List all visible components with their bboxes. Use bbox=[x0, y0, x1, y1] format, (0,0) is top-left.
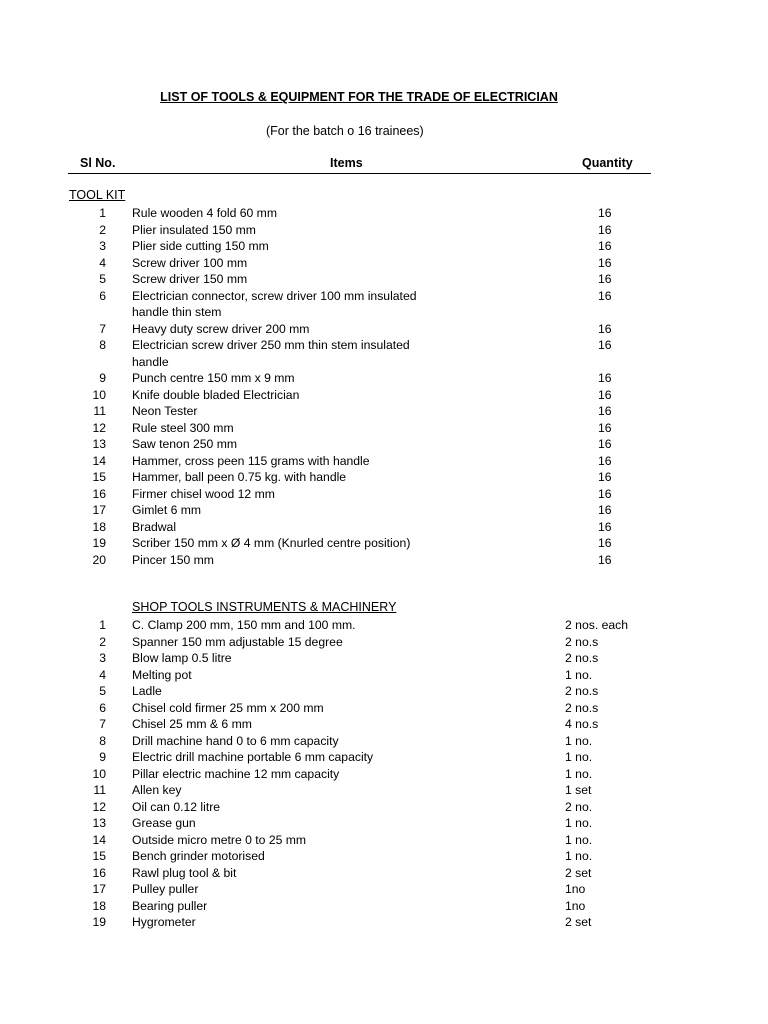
table-row bbox=[0, 255, 768, 272]
row-item: Chisel 25 mm & 6 mm bbox=[132, 717, 252, 731]
table-row bbox=[0, 865, 768, 882]
row-item: Neon Tester bbox=[132, 404, 198, 418]
table-row bbox=[0, 535, 768, 552]
row-number: 11 bbox=[93, 404, 106, 418]
table-row bbox=[0, 552, 768, 569]
row-item: Knife double bladed Electrician bbox=[132, 387, 300, 402]
column-header-items: Items bbox=[330, 156, 363, 170]
row-quantity: 1no bbox=[565, 898, 586, 913]
table-row bbox=[0, 848, 768, 865]
section-label-tool-kit: TOOL KIT bbox=[69, 188, 126, 202]
row-item: Hammer, ball peen 0.75 kg. with handle bbox=[132, 470, 347, 484]
document-title: LIST OF TOOLS & EQUIPMENT FOR THE TRADE OF ELECTRICIAN bbox=[160, 90, 558, 104]
table-row bbox=[0, 749, 768, 766]
row-item: Plier insulated 150 mm bbox=[132, 222, 256, 237]
table-row bbox=[0, 832, 768, 849]
table-row bbox=[0, 782, 768, 799]
table-row bbox=[0, 799, 768, 816]
document-subtitle: (For the batch o 16 trainees) bbox=[266, 124, 424, 138]
shop-tools-list bbox=[0, 617, 768, 931]
table-row bbox=[0, 634, 768, 651]
table-row bbox=[0, 271, 768, 288]
row-quantity: 16 bbox=[598, 239, 612, 253]
row-item: Blow lamp 0.5 litre bbox=[132, 651, 232, 665]
row-item: Rawl plug tool & bit bbox=[132, 865, 237, 880]
table-row bbox=[0, 205, 768, 222]
row-number: 13 bbox=[92, 816, 106, 830]
table-row bbox=[0, 420, 768, 437]
row-quantity: 16 bbox=[598, 536, 612, 550]
row-number: 16 bbox=[92, 865, 106, 880]
row-number: 9 bbox=[99, 371, 106, 385]
table-row bbox=[0, 453, 768, 470]
row-item: Gimlet 6 mm bbox=[132, 503, 202, 517]
row-item: Spanner 150 mm adjustable 15 degree bbox=[132, 634, 343, 649]
row-quantity: 16 bbox=[598, 206, 612, 220]
row-item: Drill machine hand 0 to 6 mm capacity bbox=[132, 733, 339, 748]
row-number: 11 bbox=[93, 783, 106, 797]
row-number: 3 bbox=[99, 651, 106, 665]
row-item: Rule steel 300 mm bbox=[132, 420, 234, 435]
row-number: 16 bbox=[92, 486, 106, 501]
row-number: 18 bbox=[92, 898, 106, 913]
row-item: Screw driver 100 mm bbox=[132, 255, 248, 270]
row-number: 2 bbox=[99, 634, 106, 649]
row-number: 4 bbox=[99, 667, 106, 682]
table-row bbox=[0, 222, 768, 239]
row-quantity: 1 no. bbox=[565, 766, 593, 781]
row-number: 15 bbox=[92, 849, 106, 863]
row-number: 12 bbox=[92, 420, 106, 435]
row-item: Melting pot bbox=[132, 667, 192, 682]
column-header-quantity: Quantity bbox=[582, 156, 633, 170]
row-quantity: 16 bbox=[598, 519, 612, 534]
row-quantity: 2 no.s bbox=[565, 651, 599, 665]
row-quantity: 16 bbox=[598, 321, 612, 336]
table-row bbox=[0, 881, 768, 898]
table-row bbox=[0, 321, 768, 338]
row-quantity: 16 bbox=[598, 371, 612, 385]
row-number: 1 bbox=[99, 618, 106, 632]
column-header-sl-no: Sl No. bbox=[80, 156, 116, 170]
row-quantity: 2 no.s bbox=[565, 700, 599, 715]
row-quantity: 16 bbox=[598, 404, 612, 418]
row-number: 8 bbox=[99, 338, 106, 352]
row-item: Screw driver 150 mm bbox=[132, 272, 248, 286]
row-number: 10 bbox=[92, 766, 106, 781]
table-row bbox=[0, 519, 768, 536]
row-number: 14 bbox=[92, 453, 106, 468]
table-row bbox=[0, 403, 768, 420]
row-quantity: 16 bbox=[598, 222, 612, 237]
table-row bbox=[0, 502, 768, 519]
table-row bbox=[0, 617, 768, 634]
row-quantity: 16 bbox=[598, 272, 612, 286]
row-quantity: 16 bbox=[598, 503, 612, 517]
row-quantity: 1 set bbox=[565, 783, 592, 797]
row-quantity: 1 no. bbox=[565, 750, 593, 764]
row-item: Hammer, cross peen 115 grams with handle bbox=[132, 453, 370, 468]
row-quantity: 4 no.s bbox=[565, 717, 599, 731]
row-item: Hygrometer bbox=[132, 915, 196, 929]
row-number: 13 bbox=[92, 437, 106, 451]
row-number: 19 bbox=[92, 915, 106, 929]
row-item: Bradwal bbox=[132, 519, 177, 534]
row-item: Saw tenon 250 mm bbox=[132, 437, 238, 451]
row-quantity: 2 nos. each bbox=[565, 618, 629, 632]
row-item: Bench grinder motorised bbox=[132, 849, 265, 863]
row-item: Electrician connector, screw driver 100 mm insulated handle thin stem bbox=[132, 288, 417, 319]
row-item: Scriber 150 mm x Ø 4 mm (Knurled centre position) bbox=[132, 536, 411, 550]
row-item: Pulley puller bbox=[132, 882, 199, 896]
row-number: 17 bbox=[92, 882, 106, 896]
row-quantity: 2 no. bbox=[565, 799, 593, 814]
table-row bbox=[0, 337, 768, 370]
row-quantity: 1no bbox=[565, 882, 586, 896]
row-quantity: 2 no.s bbox=[565, 684, 599, 698]
row-number: 5 bbox=[99, 272, 106, 286]
row-number: 12 bbox=[92, 799, 106, 814]
table-row bbox=[0, 733, 768, 750]
row-quantity: 16 bbox=[598, 486, 612, 501]
table-row bbox=[0, 436, 768, 453]
row-quantity: 1 no. bbox=[565, 816, 593, 830]
row-quantity: 16 bbox=[598, 470, 612, 484]
header-divider bbox=[68, 173, 651, 174]
table-row bbox=[0, 683, 768, 700]
row-quantity: 2 no.s bbox=[565, 634, 599, 649]
table-row bbox=[0, 914, 768, 931]
table-row bbox=[0, 387, 768, 404]
table-row bbox=[0, 898, 768, 915]
row-quantity: 16 bbox=[598, 420, 612, 435]
row-number: 1 bbox=[99, 206, 106, 220]
row-item: Allen key bbox=[132, 783, 182, 797]
row-number: 3 bbox=[99, 239, 106, 253]
table-row bbox=[0, 370, 768, 387]
row-item: Grease gun bbox=[132, 816, 196, 830]
row-quantity: 16 bbox=[598, 338, 612, 352]
row-number: 5 bbox=[99, 684, 106, 698]
row-item: Punch centre 150 mm x 9 mm bbox=[132, 371, 295, 385]
row-number: 6 bbox=[99, 288, 106, 303]
row-quantity: 16 bbox=[598, 387, 612, 402]
row-item: Rule wooden 4 fold 60 mm bbox=[132, 206, 277, 220]
row-number: 18 bbox=[92, 519, 106, 534]
row-item: Outside micro metre 0 to 25 mm bbox=[132, 832, 307, 847]
row-quantity: 16 bbox=[598, 437, 612, 451]
row-quantity: 1 no. bbox=[565, 667, 593, 682]
row-number: 8 bbox=[99, 733, 106, 748]
row-number: 17 bbox=[92, 503, 106, 517]
section-label-shop-tools: SHOP TOOLS INSTRUMENTS & MACHINERY bbox=[132, 600, 397, 614]
row-item: Electric drill machine portable 6 mm capacity bbox=[132, 750, 374, 764]
row-number: 4 bbox=[99, 255, 106, 270]
table-row bbox=[0, 815, 768, 832]
row-number: 9 bbox=[99, 750, 106, 764]
row-item: Bearing puller bbox=[132, 898, 208, 913]
table-row bbox=[0, 667, 768, 684]
table-row bbox=[0, 288, 768, 321]
row-quantity: 1 no. bbox=[565, 832, 593, 847]
row-number: 15 bbox=[92, 470, 106, 484]
table-row bbox=[0, 469, 768, 486]
row-number: 2 bbox=[99, 222, 106, 237]
row-item: Pillar electric machine 12 mm capacity bbox=[132, 766, 340, 781]
row-quantity: 16 bbox=[598, 255, 612, 270]
row-quantity: 16 bbox=[598, 453, 612, 468]
row-item: Plier side cutting 150 mm bbox=[132, 239, 269, 253]
row-item: Oil can 0.12 litre bbox=[132, 799, 221, 814]
row-item: Heavy duty screw driver 200 mm bbox=[132, 321, 310, 336]
table-row bbox=[0, 238, 768, 255]
row-quantity: 2 set bbox=[565, 915, 592, 929]
row-quantity: 16 bbox=[598, 552, 612, 567]
row-item: Chisel cold firmer 25 mm x 200 mm bbox=[132, 700, 324, 715]
row-item: C. Clamp 200 mm, 150 mm and 100 mm. bbox=[132, 618, 356, 632]
tool-kit-list bbox=[0, 205, 768, 568]
row-number: 20 bbox=[92, 552, 106, 567]
row-number: 10 bbox=[92, 387, 106, 402]
row-number: 7 bbox=[99, 321, 106, 336]
table-row bbox=[0, 700, 768, 717]
row-number: 14 bbox=[92, 832, 106, 847]
table-row bbox=[0, 716, 768, 733]
row-number: 6 bbox=[99, 700, 106, 715]
row-quantity: 1 no. bbox=[565, 849, 593, 863]
row-item: Electrician screw driver 250 mm thin stem insulated handle bbox=[132, 338, 410, 369]
table-row bbox=[0, 766, 768, 783]
row-quantity: 16 bbox=[598, 288, 612, 303]
row-quantity: 1 no. bbox=[565, 733, 593, 748]
row-number: 7 bbox=[99, 717, 106, 731]
row-item: Ladle bbox=[132, 684, 162, 698]
table-row bbox=[0, 486, 768, 503]
table-row bbox=[0, 650, 768, 667]
row-item: Firmer chisel wood 12 mm bbox=[132, 486, 275, 501]
row-quantity: 2 set bbox=[565, 865, 592, 880]
row-item: Pincer 150 mm bbox=[132, 552, 214, 567]
row-number: 19 bbox=[92, 536, 106, 550]
